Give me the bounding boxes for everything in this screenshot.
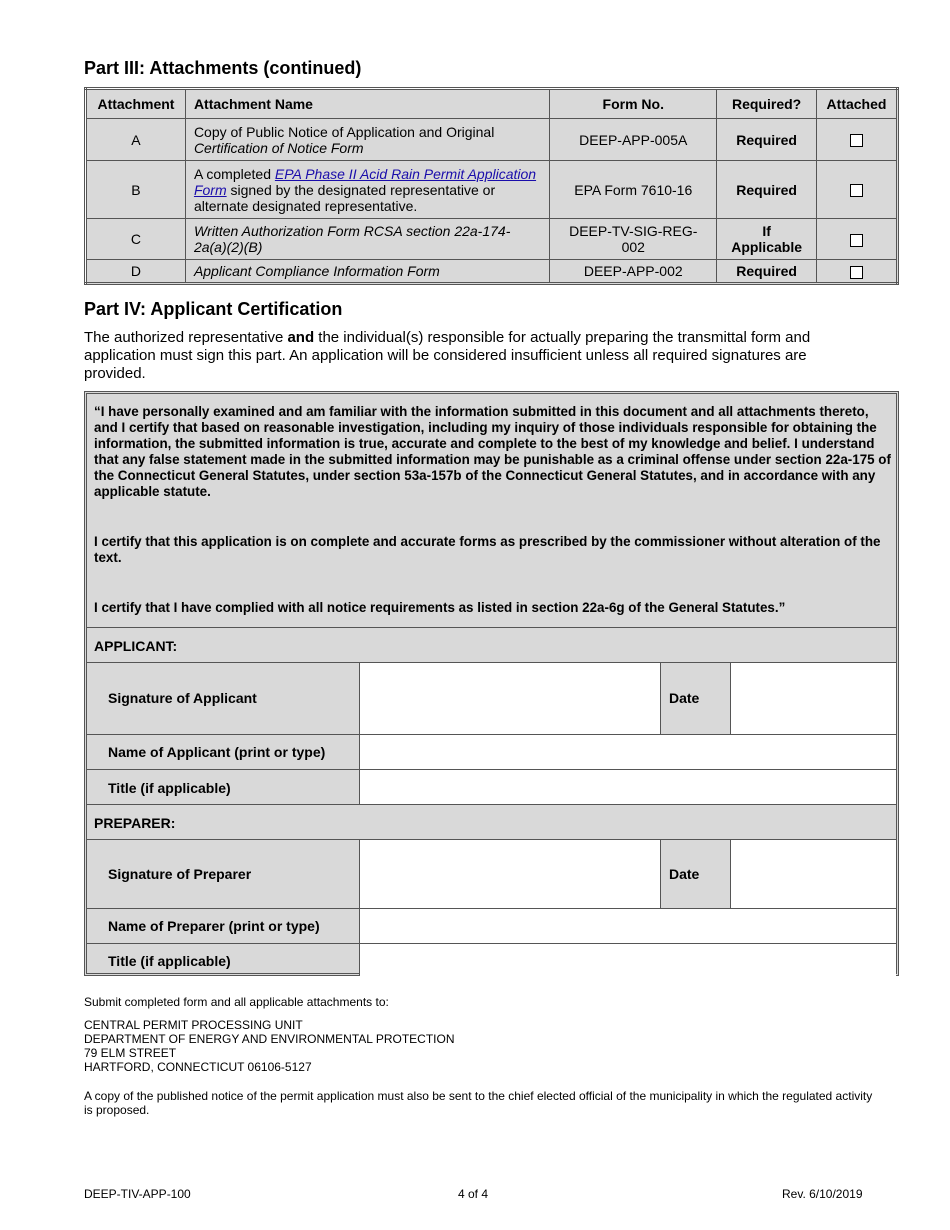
applicant-name-label: Name of Applicant (print or type) [108,744,326,760]
cert-paragraph-1: “I have personally examined and am familiar with the information submitted in this document and all attachments thereto, and I certify that based on reasonable investigation, including my inquiry of those individuals responsible for obtaining the information, the submitted information is true, accurate and complete to the best of my knowledge and belief. I understand that any false statement made in the submitted information may be punishable as a criminal offense under section 22a-175 of the Connecticut General Statutes, under section 53a-157b of the Connecticut General Statutes, and in accordance with any applicable statute. [94,404,891,499]
attachment-letter: D [86,260,186,284]
attached-checkbox[interactable] [850,134,863,147]
attached-cell [817,119,898,161]
applicant-title-label: Title (if applicable) [108,780,231,796]
mailing-address [84,1018,455,1074]
col-header-attachment: Attachment [86,89,186,119]
attachment-name-prefix: A completed [193,165,275,182]
attachment-name-text: Copy of Public Notice of Application and Original [193,123,495,140]
attachment-name [185,119,549,161]
attachment-name-italic: Certification of Notice Form [193,139,364,156]
form-number: DEEP-TV-SIG-REG-002 [550,219,717,260]
attachments-table [84,87,899,285]
attachment-name: Written Authorization Form RCSA section 22a-174-2a(a)(2)(B) [185,219,549,260]
preparer-signature-label: Signature of Preparer [108,866,252,882]
part4-title: Part IV: Applicant Certification [84,299,343,319]
attached-cell [817,161,898,219]
table-row [86,161,898,219]
preparer-name-field[interactable] [360,909,896,943]
form-number: EPA Form 7610-16 [550,161,717,219]
preparer-heading: PREPARER: [94,815,176,831]
certification-box [84,391,899,976]
revision-date: Rev. 6/10/2019 [782,1187,863,1201]
applicant-signature-label: Signature of Applicant [108,690,257,706]
col-header-attached: Attached [817,89,898,119]
applicant-name-field[interactable] [360,735,896,769]
attached-checkbox[interactable] [850,234,863,247]
attached-checkbox[interactable] [850,184,863,197]
epa-form-link[interactable]: EPA Phase II Acid Rain Permit Application Form [193,165,537,198]
col-header-form-no: Form No. [550,89,717,119]
address-line: HARTFORD, CONNECTICUT 06106-5127 [84,1060,312,1074]
attached-cell [817,260,898,284]
applicant-heading: APPLICANT: [94,638,178,654]
required-status: Required [717,161,817,219]
attached-checkbox[interactable] [850,266,863,279]
table-header-row [86,89,898,119]
applicant-title-field[interactable] [360,770,896,804]
table-row [86,260,898,284]
applicant-date-field[interactable] [730,663,896,734]
attachment-name-suffix: signed by the designated representative or alternate designated representative. [193,181,496,214]
attachment-letter: B [86,161,186,219]
submit-intro: Submit completed form and all applicable attachments to: [84,995,389,1009]
intro-text-a: The authorized representative [84,329,288,346]
address-line: CENTRAL PERMIT PROCESSING UNIT [84,1018,303,1032]
attachment-name [185,161,549,219]
form-number: DEEP-APP-005A [550,119,717,161]
attachment-letter: C [86,219,186,260]
address-line: DEPARTMENT OF ENERGY AND ENVIRONMENTAL PROTECTION [84,1032,455,1046]
cert-paragraph-3: I certify that I have complied with all notice requirements as listed in section 22a-6g of the General Statutes.” [94,600,786,615]
attachment-name: Applicant Compliance Information Form [185,260,549,284]
col-header-attachment-name: Attachment Name [185,89,549,119]
part3-title: Part III: Attachments (continued) [84,58,362,78]
preparer-signature-field[interactable] [360,840,660,908]
intro-text-b: the individual(s) responsible for actually preparing the transmittal form and application must sign this part. An application will be considered insufficient unless all required signatures are provided. [84,329,811,382]
form-number: DEEP-APP-002 [550,260,717,284]
applicant-date-label: Date [669,690,700,706]
attached-cell [817,219,898,260]
form-id: DEEP-TIV-APP-100 [84,1187,191,1201]
notice-copy-note: A copy of the published notice of the permit application must also be sent to the chief elected official of the municipality in which the regulated activity is proposed. [84,1089,873,1117]
table-row [86,219,898,260]
preparer-title-field[interactable] [360,944,896,976]
preparer-date-field[interactable] [730,840,896,908]
required-status: Required [717,119,817,161]
required-status: Required [717,260,817,284]
preparer-title-label: Title (if applicable) [108,953,231,969]
col-header-required: Required? [717,89,817,119]
applicant-signature-field[interactable] [360,663,660,734]
part4-intro [84,329,854,383]
attachment-letter: A [86,119,186,161]
intro-text-bold: and [287,329,315,346]
page-number: 4 of 4 [458,1187,489,1201]
address-line: 79 ELM STREET [84,1046,177,1060]
table-row [86,119,898,161]
preparer-date-label: Date [669,866,700,882]
cert-paragraph-2: I certify that this application is on complete and accurate forms as prescribed by the commissioner without alteration of the text. [94,534,881,565]
required-status: If Applicable [717,219,817,260]
preparer-name-label: Name of Preparer (print or type) [108,918,320,934]
certification-statement [94,404,894,650]
